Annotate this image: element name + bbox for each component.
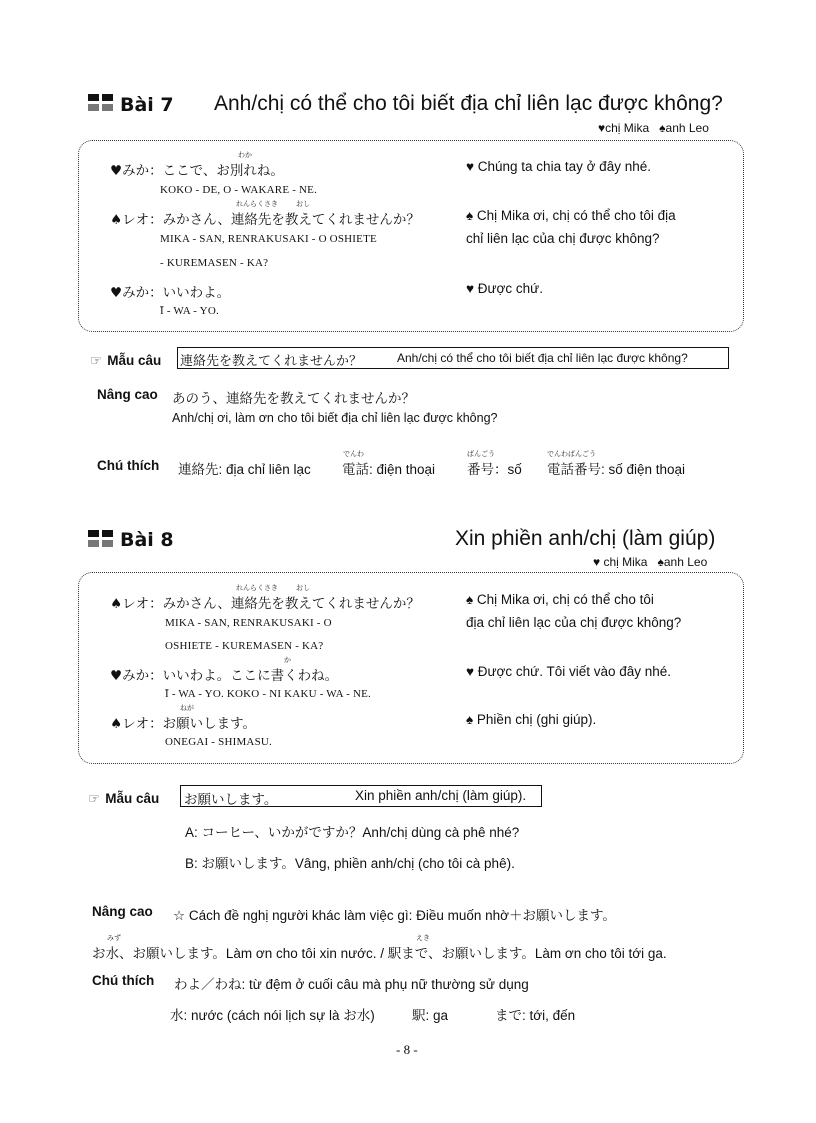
translation: ♠ Phiền chị (ghi giúp).: [466, 712, 597, 727]
advanced-translation: Anh/chị ơi, làm ơn cho tôi biết địa chỉ liên lạc được không?: [172, 411, 498, 425]
translation: ♠ Chị Mika ơi, chị có thể cho tôi: [466, 592, 654, 607]
note: まで: tới, đến: [495, 1008, 576, 1023]
pointer-icon: ☞: [90, 353, 103, 368]
dialog-line: [110, 159, 284, 179]
speaker: ♠レオ：: [110, 596, 163, 612]
advanced-text: ☆ Cách đề nghị người khác làm việc gì: Điều muốn nhờ＋お願いします。: [173, 908, 616, 923]
furigana: おし: [296, 584, 310, 592]
pattern-translation: Anh/chị có thể cho tôi biết địa chỉ liên lạc được không?: [397, 351, 688, 365]
translation: ♥ Được chứ.: [466, 281, 543, 296]
pattern-japanese: 連絡先を教えてくれませんか？: [180, 354, 363, 369]
romaji: OSHIETE - KUREMASEN - KA?: [165, 640, 324, 652]
example-line: B: お願いします。Vâng, phiền anh/chị (cho tôi cà phê).: [185, 856, 515, 871]
notes-label: Chú thích: [97, 458, 160, 473]
note: 駅: ga: [412, 1008, 449, 1023]
pattern-japanese: お願いします。: [184, 792, 278, 808]
japanese-text: いいわよ。: [162, 285, 231, 301]
pattern-label: Mẫu câu: [107, 353, 162, 368]
japanese-text: ここで、お別れね。: [162, 163, 284, 179]
advanced-example: お水、お願いします。Làm ơn cho tôi xin nước. / 駅まで、お願いします。Làm ơn cho tôi tới ga.: [92, 946, 667, 961]
pattern-translation: Xin phiền anh/chị (làm giúp).: [355, 788, 527, 803]
heart-icon: ♥: [593, 555, 601, 569]
romaji: - KUREMASEN - KA?: [160, 257, 269, 269]
dialog-line: [110, 712, 256, 732]
speaker: ♥みか：: [110, 163, 163, 179]
translation: ♥ Chúng ta chia tay ở đây nhé.: [466, 159, 651, 174]
translation: địa chỉ liên lạc của chị được không?: [466, 615, 682, 630]
furigana: みず: [107, 934, 121, 942]
lesson-number: Bài 7: [120, 94, 174, 116]
lesson-icon: [88, 530, 114, 548]
translation: chỉ liên lạc của chị được không?: [466, 231, 660, 246]
romaji: MIKA - SAN, RENRAKUSAKI - O OSHIETE: [160, 233, 377, 245]
japanese-text: お願いします。: [162, 716, 257, 732]
spade-icon: ♠: [657, 555, 664, 569]
advanced-label: Nâng cao: [97, 387, 158, 402]
romaji: MIKA - SAN, RENRAKUSAKI - O: [165, 617, 332, 629]
romaji: KOKO - DE, O - WAKARE - NE.: [160, 184, 318, 196]
translation: ♠ Chị Mika ơi, chị có thể cho tôi địa: [466, 208, 676, 223]
furigana: わか: [238, 151, 252, 159]
character-legend: ♥chị Mika ♠anh Leo: [598, 121, 709, 135]
lesson-icon: [88, 94, 114, 112]
heart-icon: ♥: [598, 121, 606, 135]
pattern-row: [90, 350, 161, 369]
pointer-icon: ☞: [88, 791, 101, 806]
romaji: Ī - WA - YO. KOKO - NI KAKU - WA - NE.: [165, 688, 371, 700]
dialog-line: [110, 208, 420, 228]
furigana: れんらくさき: [236, 584, 278, 592]
japanese-text: いいわよ。ここに書くわね。: [162, 668, 339, 684]
romaji: Ī - WA - YO.: [160, 305, 219, 317]
page-number: - 8 -: [396, 1042, 418, 1057]
furigana: おし: [296, 200, 310, 208]
furigana: でんわばんごう: [547, 450, 596, 458]
speaker: ♠レオ：: [110, 716, 163, 732]
speaker: ♠レオ：: [110, 212, 163, 228]
note: わよ／わね: từ đệm ở cuối câu mà phụ nữ thường sử dụng: [174, 977, 529, 992]
lesson-title: Xin phiền anh/chị (làm giúp): [455, 527, 716, 550]
speaker: ♥みか：: [110, 285, 163, 301]
advanced-japanese: あのう、連絡先を教えてくれませんか？: [172, 391, 415, 407]
example-line: A: コーヒー、いかがですか？Anh/chị dùng cà phê nhé?: [185, 825, 520, 840]
advanced-label: Nâng cao: [92, 904, 153, 919]
romaji: ONEGAI - SHIMASU.: [165, 736, 272, 748]
dialog-line: [110, 592, 420, 612]
furigana: でんわ: [343, 450, 364, 458]
furigana: ばんごう: [467, 450, 495, 458]
furigana: ねが: [180, 704, 194, 712]
note: 連絡先: địa chỉ liên lạc: [178, 462, 311, 477]
character-legend: ♥ chị Mika ♠anh Leo: [593, 555, 708, 569]
note: 水: nước (cách nói lịch sự là お水): [170, 1008, 375, 1023]
pattern-row: [88, 788, 159, 807]
japanese-text: みかさん、連絡先を教えてくれませんか？: [162, 596, 420, 612]
dialog-line: [110, 281, 230, 301]
speaker: ♥みか：: [110, 668, 163, 684]
dialog-line: [110, 664, 338, 684]
note: 電話番号: số điện thoại: [547, 462, 686, 477]
spade-icon: ♠: [659, 121, 666, 135]
notes-label: Chú thích: [92, 973, 155, 988]
pattern-label: Mẫu câu: [105, 791, 160, 806]
lesson-number: Bài 8: [120, 529, 174, 551]
furigana: か: [284, 656, 291, 664]
lesson-title: Anh/chị có thể cho tôi biết địa chỉ liên lạc được không?: [214, 92, 723, 115]
japanese-text: みかさん、連絡先を教えてくれませんか？: [162, 212, 420, 228]
note: 電話: điện thoại: [342, 462, 436, 477]
furigana: えき: [416, 934, 430, 942]
furigana: れんらくさき: [236, 200, 278, 208]
translation: ♥ Được chứ. Tôi viết vào đây nhé.: [466, 664, 672, 679]
note: 番号：số: [467, 462, 522, 477]
